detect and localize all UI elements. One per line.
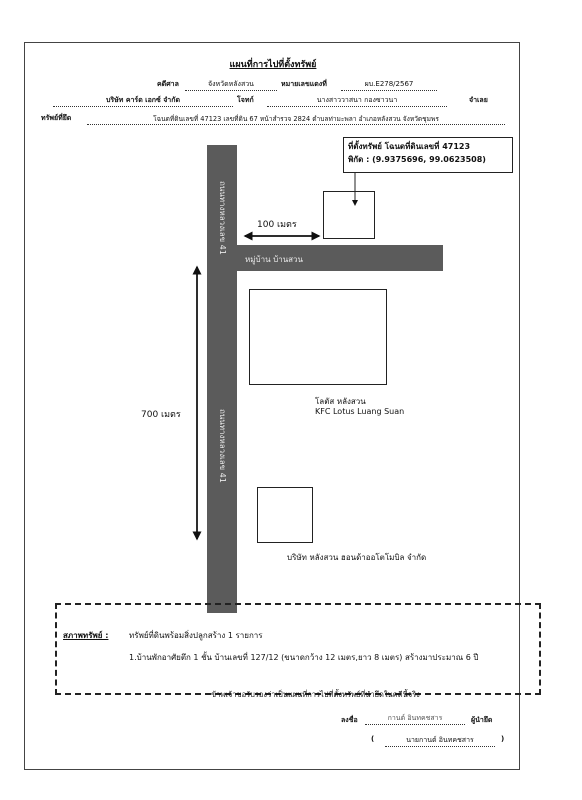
highway-41-label-top: ถนนทางหลวงเลข 41 [218, 181, 227, 255]
defendant-label: จำเลย [469, 96, 488, 104]
lotus-building [249, 289, 387, 385]
village-road-label: หมู่บ้าน บ้านสวน [245, 255, 304, 264]
property-condition-box [55, 603, 541, 695]
condition-line2: 1.บ้านพักอาศัยตึก 1 ชั้น บ้านเลขที่ 127/12 (ขนาดกว้าง 12 เมตร,ยาว 8 เมตร) สร้างมาประมาณ 6 ปี [129, 653, 479, 662]
paren-close: ) [501, 735, 505, 743]
condition-label: สภาพทรัพย์ : [63, 631, 109, 640]
lotus-name-th: โลตัส หลังสวน [315, 397, 366, 406]
honda-name: บริษัท หลังสวน ฮอนด้าออโตโมบิล จำกัด [287, 553, 427, 562]
condition-line1: ทรัพย์ที่ดินพร้อมสิ่งปลูกสร้าง 1 รายการ [129, 631, 263, 640]
sign-label: ลงชื่อ [341, 716, 358, 724]
signature-name: กานต์ อินทคชสาร [365, 713, 465, 725]
callout-coordinates: พิกัด : (9.9375696, 99.0623508) [348, 155, 486, 164]
highway-41-label-bottom: ถนนทางหลวงเลข 41 [218, 409, 227, 483]
distance-700m-label: 700 เมตร [141, 410, 181, 420]
defendant-value: นางสาววาสนา กองซาวนา [267, 95, 447, 107]
certification-statement: ข้าพเจ้าขอรับรองว่าเป็นแผนที่การไปที่ตั้งทรัพย์ที่นำยึดในคดีนี้จริง [211, 690, 420, 699]
printed-name: นายกานต์ อินทคชสาร [385, 735, 495, 747]
case-no-label: หมายเลขแดงที่ [281, 80, 327, 88]
court-value: จังหวัดหลังสวน [185, 79, 277, 91]
plaintiff-label: โจทก์ [237, 96, 254, 104]
case-no-value: ผบ.E278/2567 [341, 79, 437, 91]
callout-title: ที่ตั้งทรัพย์ โฉนดที่ดินเลขที่ 47123 [348, 142, 471, 151]
document-sheet [24, 42, 520, 770]
lotus-name-en: KFC Lotus Luang Suan [315, 407, 405, 416]
honda-building [257, 487, 313, 543]
document-title: แผนที่การไปที่ตั้งทรัพย์ [229, 60, 317, 70]
sign-role: ผู้นำยึด [471, 716, 493, 724]
distance-100m-label: 100 เมตร [257, 220, 297, 230]
property-label: ทรัพย์ที่ยึด [41, 114, 72, 122]
plaintiff-value: บริษัท คาร์ด เอกซ์ จำกัด [53, 95, 233, 107]
paren-open: ( [371, 735, 375, 743]
court-label: คดีศาล [157, 80, 179, 88]
property-value: โฉนดที่ดินเลขที่ 47123 เลขที่ดิน 67 หน้าสำรวจ 2824 ตำบลท่ามะพลา อำเภอหลังสวน จังหวัดชุมพร [87, 113, 505, 125]
